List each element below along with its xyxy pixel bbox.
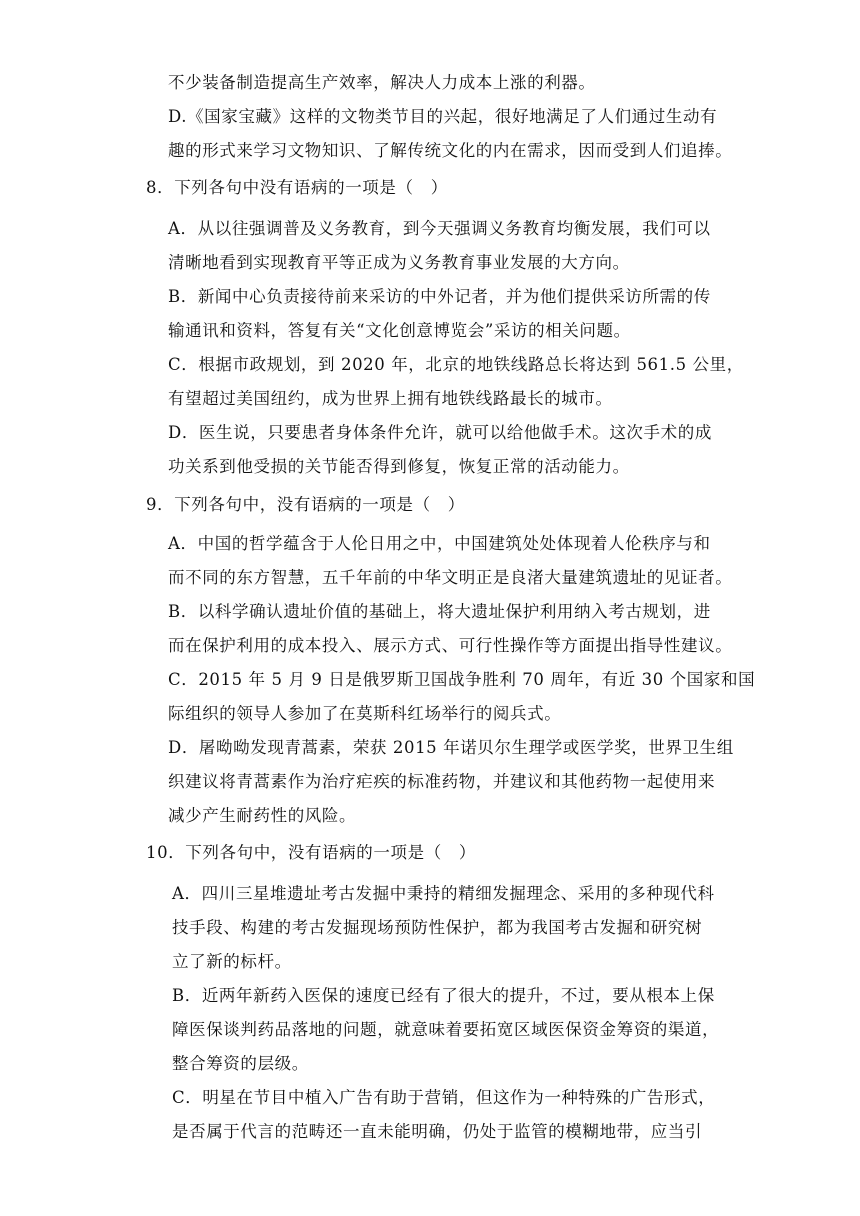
text-line: 立了新的标杆。: [172, 952, 292, 971]
text-line: 技手段、构建的考古发掘现场预防性保护，都为我国考古发掘和研究树: [172, 918, 703, 937]
text-line: 而不同的东方智慧，五千年前的中华文明正是良渚大量建筑遗址的见证者。: [168, 568, 733, 587]
text-line: 清晰地看到实现教育平等正成为义务教育事业发展的大方向。: [168, 253, 630, 272]
text-line: 是否属于代言的范畴还一直未能明确，仍处于监管的模糊地带，应当引: [172, 1122, 703, 1141]
text-line: 而在保护利用的成本投入、展示方式、可行性操作等方面提出指导性建议。: [168, 636, 733, 655]
option-c-line: C．2015 年 5 月 9 日是俄罗斯卫国战争胜利 70 周年，有近 30 个国家和国: [168, 670, 756, 689]
text-line: 减少产生耐药性的风险。: [168, 806, 357, 825]
question-8-stem: 8．下列各句中没有语病的一项是（ ）: [146, 178, 448, 197]
text-line: 织建议将青蒿素作为治疗疟疾的标准药物，并建议和其他药物一起使用来: [168, 772, 716, 791]
option-c-line: C．明星在节目中植入广告有助于营销，但这作为一种特殊的广告形式，: [172, 1088, 716, 1107]
text-line: 障医保谈判药品落地的问题，就意味着要拓宽区域医保资金筹资的渠道，: [172, 1020, 720, 1039]
question-10-stem: 10．下列各句中，没有语病的一项是（ ）: [146, 843, 476, 862]
option-a-line: A．四川三星堆遗址考古发掘中秉持的精细发掘理念、采用的多种现代科: [172, 884, 715, 903]
option-d-line: D．屠呦呦发现青蒿素，荣获 2015 年诺贝尔生理学或医学奖，世界卫生组: [168, 738, 734, 757]
question-9-stem: 9．下列各句中，没有语病的一项是（ ）: [146, 495, 465, 514]
text-line: 整合筹资的层级。: [172, 1054, 309, 1073]
text-line: 功关系到他受损的关节能否得到修复，恢复正常的活动能力。: [168, 457, 630, 476]
option-c-line: C．根据市政规划，到 2020 年，北京的地铁线路总长将达到 561.5 公里，: [168, 355, 744, 374]
option-a-line: A．中国的哲学蕴含于人伦日用之中，中国建筑处处体现着人伦秩序与和: [168, 534, 711, 553]
text-line: D.《国家宝藏》这样的文物类节目的兴起，很好地满足了人们通过生动有: [168, 107, 718, 126]
option-a-line: A．从以往强调普及义务教育，到今天强调义务教育均衡发展，我们可以: [168, 219, 711, 238]
text-line: 输通讯和资料，答复有关“文化创意博览会”采访的相关问题。: [168, 321, 631, 340]
option-b-line: B．近两年新药入医保的速度已经有了很大的提升，不过，要从根本上保: [172, 986, 715, 1005]
text-line: 有望超过美国纽约，成为世界上拥有地铁线路最长的城市。: [168, 389, 613, 408]
option-d-line: D．医生说，只要患者身体条件允许，就可以给他做手术。这次手术的成: [168, 423, 712, 442]
option-b-line: B．以科学确认遗址价值的基础上，将大遗址保护利用纳入考古规划，进: [168, 602, 711, 621]
option-b-line: B．新闻中心负责接待前来采访的中外记者，并为他们提供采访所需的传: [168, 287, 711, 306]
text-line: 际组织的领导人参加了在莫斯科红场举行的阅兵式。: [168, 704, 562, 723]
text-line: 不少装备制造提高生产效率，解决人力成本上涨的利器。: [168, 73, 596, 92]
text-line: 趣的形式来学习文物知识、了解传统文化的内在需求，因而受到人们追捧。: [168, 141, 733, 160]
